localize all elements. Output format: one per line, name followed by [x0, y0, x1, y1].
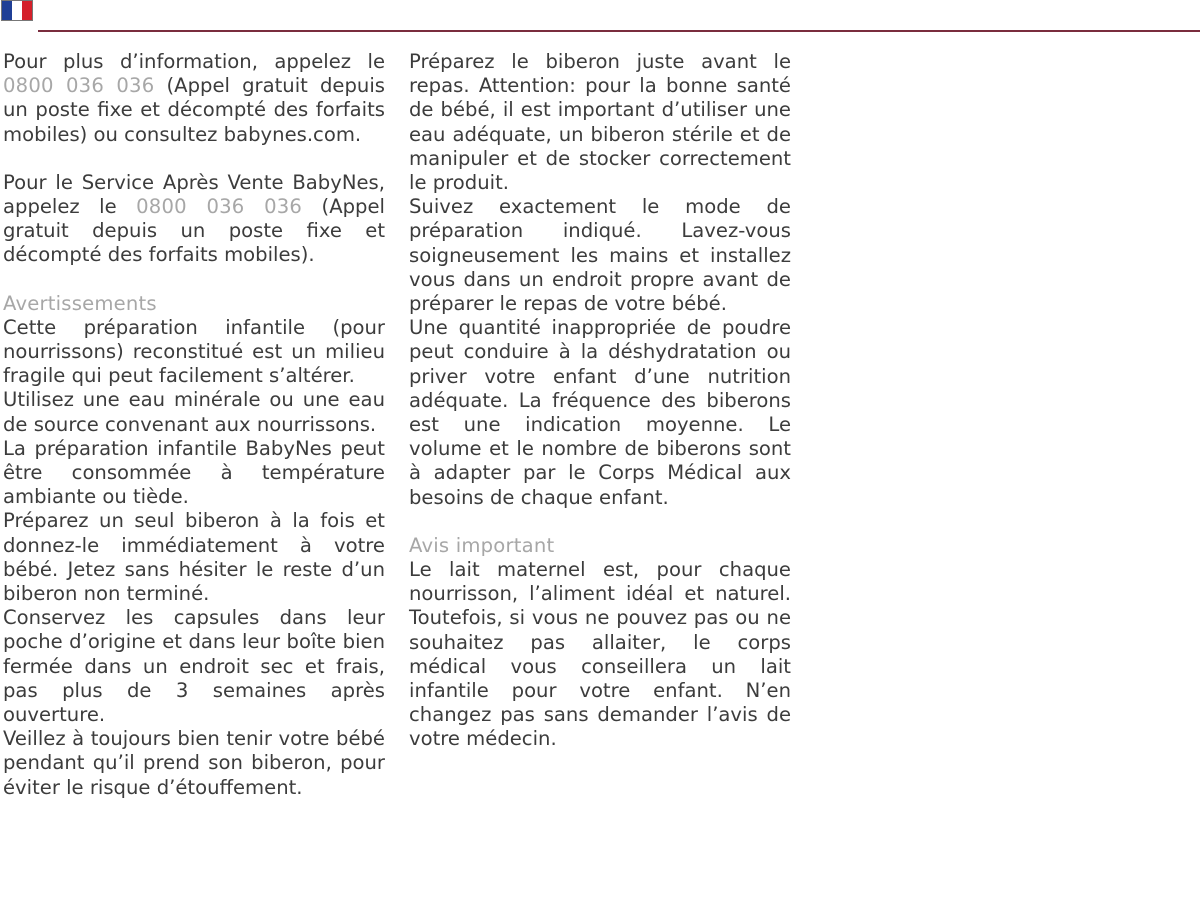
warning-paragraph: Conservez les capsules dans leur poche d’origine et dans leur boîte bien fermée dans un endroit sec et frais, pas plus de 3 semaines après ouverture.: [3, 606, 385, 727]
preparation-paragraph: Une quantité inappropriée de poudre peut conduire à la déshydratation ou priver votre enfant d’une nutrition adéquate. La fréquence des biberons est une indication moyenne. Le volume et le nombre de biberons sont à adapter par le Corps Médical aux besoins de chaque enfant.: [409, 316, 791, 509]
notice-section: [409, 534, 791, 558]
warnings-heading: Avertissements: [3, 291, 157, 315]
notice-heading: Avis important: [409, 533, 555, 557]
notice-paragraph: Le lait maternel est, pour chaque nourrisson, l’aliment idéal et naturel. Toutefois, si vous ne pouvez pas ou ne souhaitez pas allaiter, le corps médical vous conseillera un lait infantile pour votre enfant. N’en changez pas sans demander l’avis de votre médecin.: [409, 558, 791, 751]
warning-paragraph: Cette préparation infantile (pour nourrissons) reconstitué est un milieu fragile qui peut facilement s’altérer.: [3, 315, 385, 388]
warning-paragraph: Veillez à toujours bien tenir votre bébé pendant qu’il prend son biberon, pour éviter le risque d’étouffement.: [3, 727, 385, 799]
flag-red-band: [22, 1, 32, 20]
right-column: [409, 50, 791, 752]
info-paragraph: [3, 50, 385, 147]
warning-paragraph: Préparez un seul biberon à la fois et donnez-le immédiatement à votre bébé. Jetez sans hésiter le reste d’un biberon non terminé.: [3, 509, 385, 606]
preparation-paragraph: Préparez le biberon juste avant le repas. Attention: pour la bonne santé de bébé, il est important d’utiliser une eau adéquate, un biberon stérile et de manipuler et de stocker correctement le produit.: [409, 50, 791, 195]
service-paragraph: [3, 171, 385, 268]
warning-paragraph: La préparation infantile BabyNes peut être consommée à température ambiante ou tiède.: [3, 436, 385, 509]
service-text-end: (Appel gratuit depuis un poste fixe et décompté des forfaits mobiles).: [3, 195, 385, 267]
warning-paragraph: Utilisez une eau minérale ou une eau de source convenant aux nourrissons.: [3, 388, 385, 436]
warnings-section: [3, 292, 385, 316]
service-text-start: Pour le Service Après Vente BabyNes, appelez le: [3, 170, 385, 219]
info-phone-number: 0800 036 036: [3, 74, 155, 98]
info-text-start: Pour plus d’information, appelez le: [3, 50, 385, 73]
left-column: [3, 50, 385, 800]
preparation-paragraph: Suivez exactement le mode de préparation indiqué. Lavez-vous soigneusement les mains et installez vous dans un endroit propre avant de préparer le repas de votre bébé.: [409, 195, 791, 316]
header-rule: [38, 30, 1200, 32]
flag-white-band: [12, 1, 22, 20]
service-phone-number: 0800 036 036: [136, 195, 303, 219]
flag-blue-band: [2, 1, 12, 20]
info-text-end: (Appel gratuit depuis un poste fixe et décompté des forfaits mobiles) ou consultez babynes.com.: [3, 74, 385, 146]
france-flag-icon: [1, 0, 33, 21]
